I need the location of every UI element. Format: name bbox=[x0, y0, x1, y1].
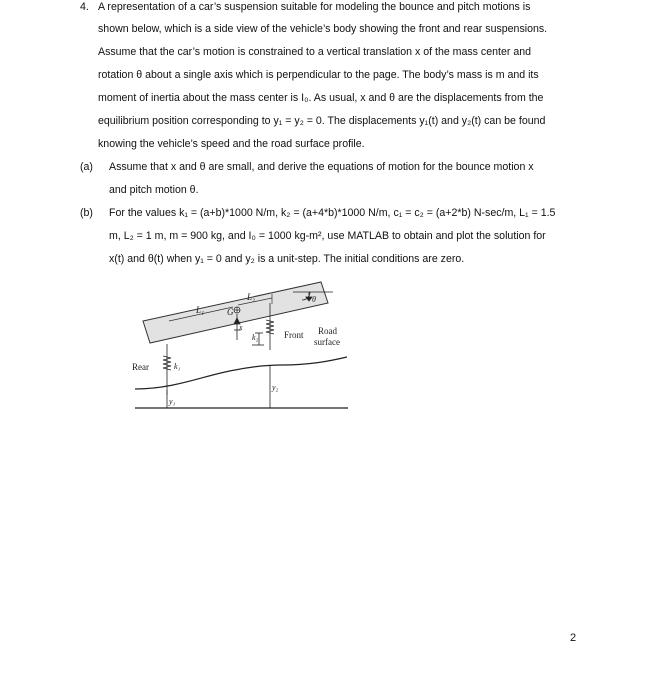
part-b-line-1: For the values k₁ = (a+b)*1000 N/m, k₂ = (a+4*b)*1000 N/m, c₁ = c₂ = (a+2*b) N-sec/m, L₁ = 1.5 bbox=[109, 207, 556, 219]
intro-line-4: rotation θ about a single axis which is perpendicular to the page. The body’s mass is m and its bbox=[98, 69, 539, 81]
y1-label: y₁ bbox=[169, 397, 176, 406]
theta-label: θ bbox=[312, 295, 316, 304]
x-label: x bbox=[239, 323, 243, 332]
k2-label: k₂ bbox=[252, 333, 259, 342]
part-b-line-2: m, L₂ = 1 m, m = 900 kg, and I₀ = 1000 kg-m², use MATLAB to obtain and plot the solution for bbox=[109, 230, 546, 242]
intro-line-5: moment of inertia about the mass center is I₀. As usual, x and θ are the displacements from the bbox=[98, 92, 544, 104]
problem-number: 4. bbox=[80, 1, 89, 13]
front-label: Front bbox=[284, 330, 304, 340]
g-label: G bbox=[227, 307, 234, 317]
center-of-mass-marker bbox=[234, 307, 240, 313]
part-b-line-3: x(t) and θ(t) when y₁ = 0 and y₂ is a unit-step. The initial conditions are zero. bbox=[109, 253, 465, 265]
suspension-diagram bbox=[0, 270, 650, 430]
l1-label: L₁ bbox=[196, 305, 205, 315]
intro-line-1: A representation of a car’s suspension suitable for modeling the bounce and pitch motions is bbox=[98, 1, 531, 13]
intro-line-7: knowing the vehicle’s speed and the road surface profile. bbox=[98, 138, 365, 150]
road-label: Road bbox=[318, 326, 337, 336]
part-b-label: (b) bbox=[80, 207, 93, 219]
part-a-line-2: and pitch motion θ. bbox=[109, 184, 199, 196]
l2-label: L₂ bbox=[247, 292, 256, 302]
part-a-line-1: Assume that x and θ are small, and derive the equations of motion for the bounce motion x bbox=[109, 161, 534, 173]
part-a-label: (a) bbox=[80, 161, 93, 173]
surface-label: surface bbox=[314, 337, 340, 347]
page-number: 2 bbox=[570, 632, 577, 644]
rear-suspension bbox=[163, 344, 171, 395]
rear-label: Rear bbox=[132, 362, 149, 372]
intro-line-2: shown below, which is a side view of the vehicle’s body showing the front and rear suspensions. bbox=[98, 23, 548, 35]
k1-label: k₁ bbox=[174, 362, 181, 371]
y2-label: y₂ bbox=[272, 383, 279, 392]
intro-line-3: Assume that the car’s motion is constrained to a vertical translation x of the mass center and bbox=[98, 46, 531, 58]
intro-line-6: equilibrium position corresponding to y₁ = y₂ = 0. The displacements y₁(t) and y₂(t) can be found bbox=[98, 115, 546, 127]
